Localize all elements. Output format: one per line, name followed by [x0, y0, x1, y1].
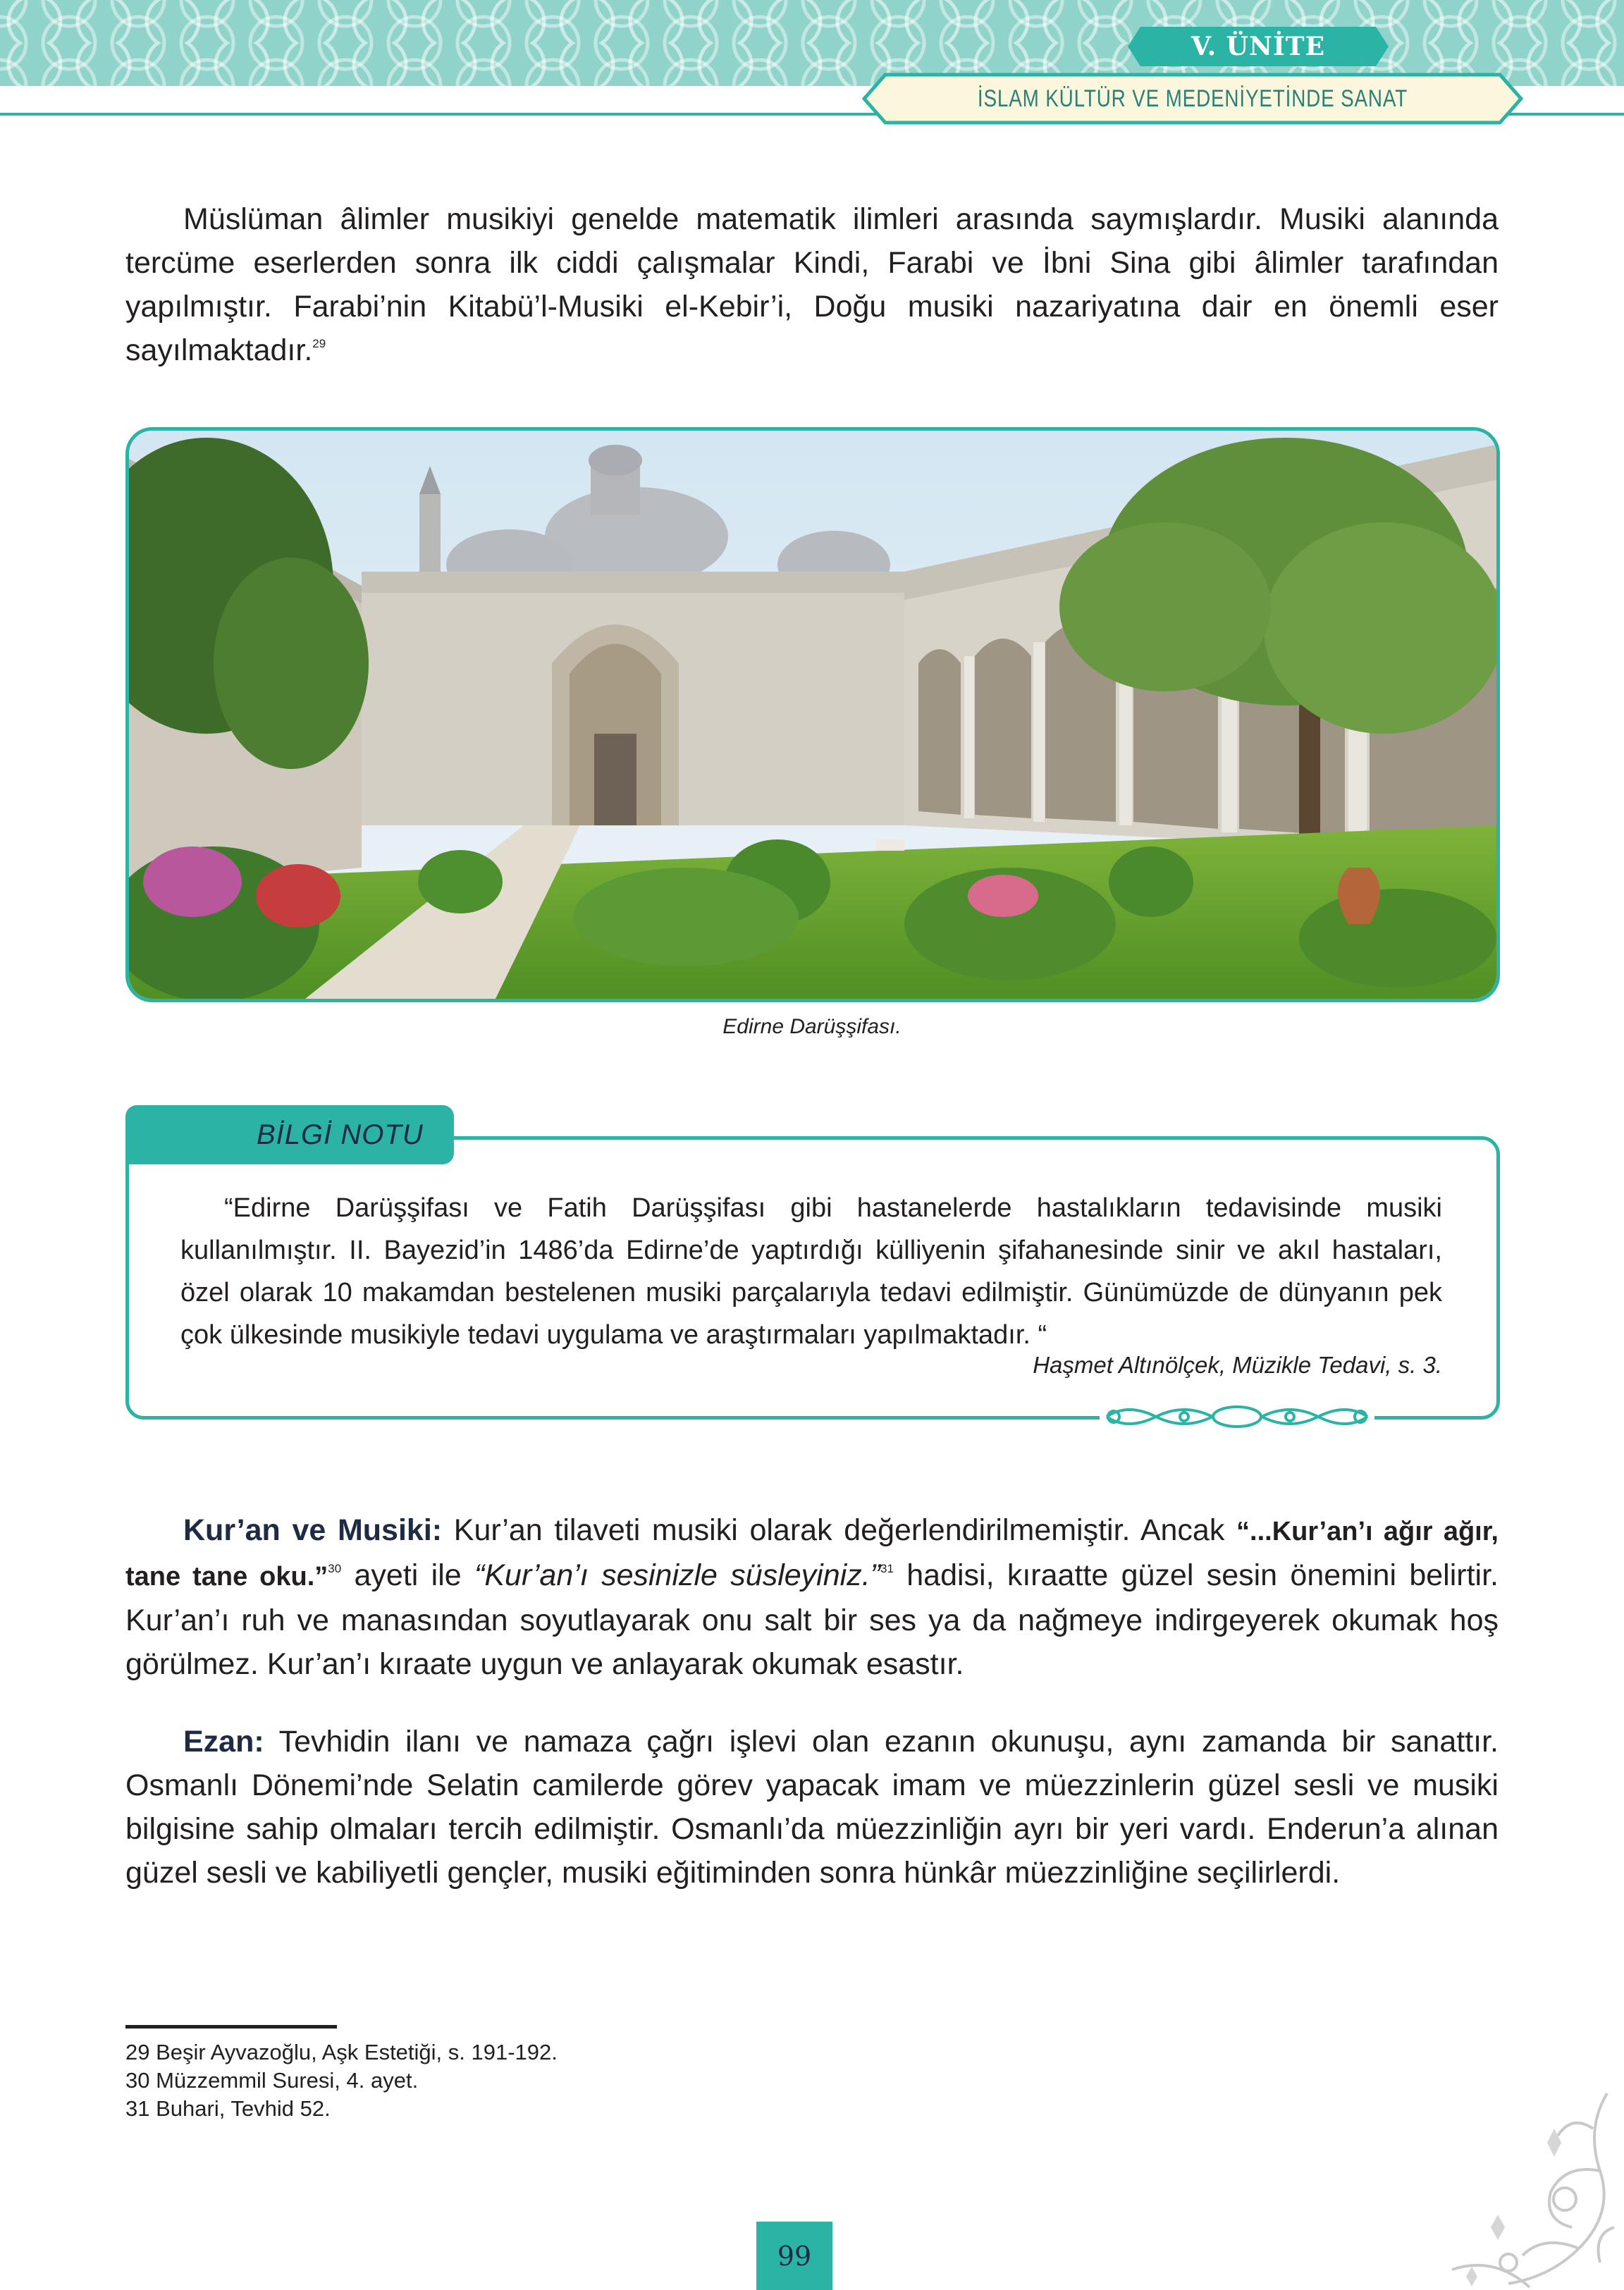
kuran-musiki-paragraph	[125, 1508, 1499, 1686]
corner-floral-ornament	[1424, 2086, 1624, 2290]
unit-label	[1128, 27, 1389, 66]
ezan-paragraph	[125, 1720, 1499, 1895]
ezan-heading: Ezan:	[183, 1725, 264, 1759]
footnote-ref-30[interactable]: 30	[328, 1562, 342, 1575]
footnote-29: 29 Beşir Ayvazoğlu, Aşk Estetiği, s. 191-192.	[125, 2040, 558, 2064]
footnote-31: 31 Buhari, Tevhid 52.	[125, 2096, 331, 2121]
kuran-text-2: ayeti ile	[354, 1558, 462, 1592]
info-note-tab	[125, 1105, 454, 1164]
page-number-text: 99	[777, 2240, 812, 2272]
kuran-ayet-quote: “...Kur’an’ı ağır ağır, tane tane oku.”	[125, 1517, 1499, 1592]
unit-label-text: V. ÜNİTE	[1191, 32, 1326, 61]
footnote-30: 30 Müzzemmil Suresi, 4. ayet.	[125, 2068, 419, 2093]
page-number	[756, 2222, 832, 2290]
footnote-ref-31[interactable]: 31	[880, 1562, 894, 1575]
edirne-darussifasi-photo	[125, 427, 1500, 1002]
courtyard-illustration	[129, 431, 1496, 999]
info-note-quote: “Edirne Darüşşifası ve Fatih Darüşşifası gibi hastanelerde hastalıkların tedavisinde musiki kullanılmıştır. II. Bayezid’in 1486’da Edirne’de yaptırdığı külliyenin şifahanesinde sinir ve akıl hastaları, özel olarak 10 makamdan bestelenen musiki parçalarıyla tedavi edilmiştir. Günümüzde de dünyanın pek çok ülkesinde musikiyle tedavi uygulama ve araştırmaları yapılmaktadır. “	[180, 1193, 1442, 1350]
intro-paragraph	[125, 197, 1499, 372]
info-note-source: Haşmet Altınölçek, Müzikle Tedavi, s. 3.	[1033, 1352, 1442, 1378]
info-box-ornament	[1100, 1396, 1374, 1438]
scroll-ornament-icon	[1100, 1396, 1374, 1438]
kuran-text-1: Kur’an tilaveti musiki olarak değerlendirilmemiştir. Ancak	[453, 1513, 1225, 1547]
kuran-text-3: hadisi, kıraatte güzel sesin önemini belirtir. Kur’an’ı ruh ve manasından soyutlayarak onu salt bir ses ya da nağmeye indirgeyerek okumak hoş görülmez. Kur’an’ı kıraate uygun ve anlayarak okumak esastır.	[125, 1558, 1499, 1681]
kuran-musiki-heading: Kur’an ve Musiki:	[183, 1513, 443, 1547]
footnote-divider	[125, 2025, 337, 2029]
intro-text: Müslüman âlimler musikiyi genelde matematik ilimleri arasında saymışlardır. Musiki alanında tercüme eserlerden sonra ilk ciddi çalışmalar Kindi, Farabi ve İbni Sina gibi âlimler tarafından yapılmıştır. Farabi’nin Kitabü’l-Musiki el-Kebir’i, Doğu musiki nazariyatına dair en önemli eser sayılmaktadır.	[125, 202, 1499, 367]
footnote-ref-29[interactable]: 29	[312, 337, 326, 350]
kuran-hadith-quote: “Kur’an’ı sesinizle süsleyiniz.”	[474, 1558, 880, 1592]
ezan-text: Tevhidin ilanı ve namaza çağrı işlevi olan ezanın okunuşu, aynı zamanda bir sanattır. Osmanlı Dönemi’nde Selatin camilerde görev yapacak imam ve müezzinlerin güzel sesli ve musiki bilgisine sahip olmaları tercih edilmiştir. Osmanlı’da müezzinliğin ayrı bir yeri vardı. Enderun’a alınan güzel sesli ve kabiliyetli gençler, musiki eğitiminden sonra hünkâr müezzinliğine seçilirlerdi.	[125, 1725, 1499, 1890]
section-title-banner	[861, 72, 1524, 125]
floral-icon	[1424, 2086, 1624, 2290]
info-note-text	[180, 1187, 1442, 1356]
section-title: İSLAM KÜLTÜR VE MEDENİYETİNDE SANAT	[977, 85, 1408, 112]
info-note-label: BİLGİ NOTU	[257, 1119, 424, 1150]
photo-caption: Edirne Darüşşifası.	[722, 1015, 902, 1038]
